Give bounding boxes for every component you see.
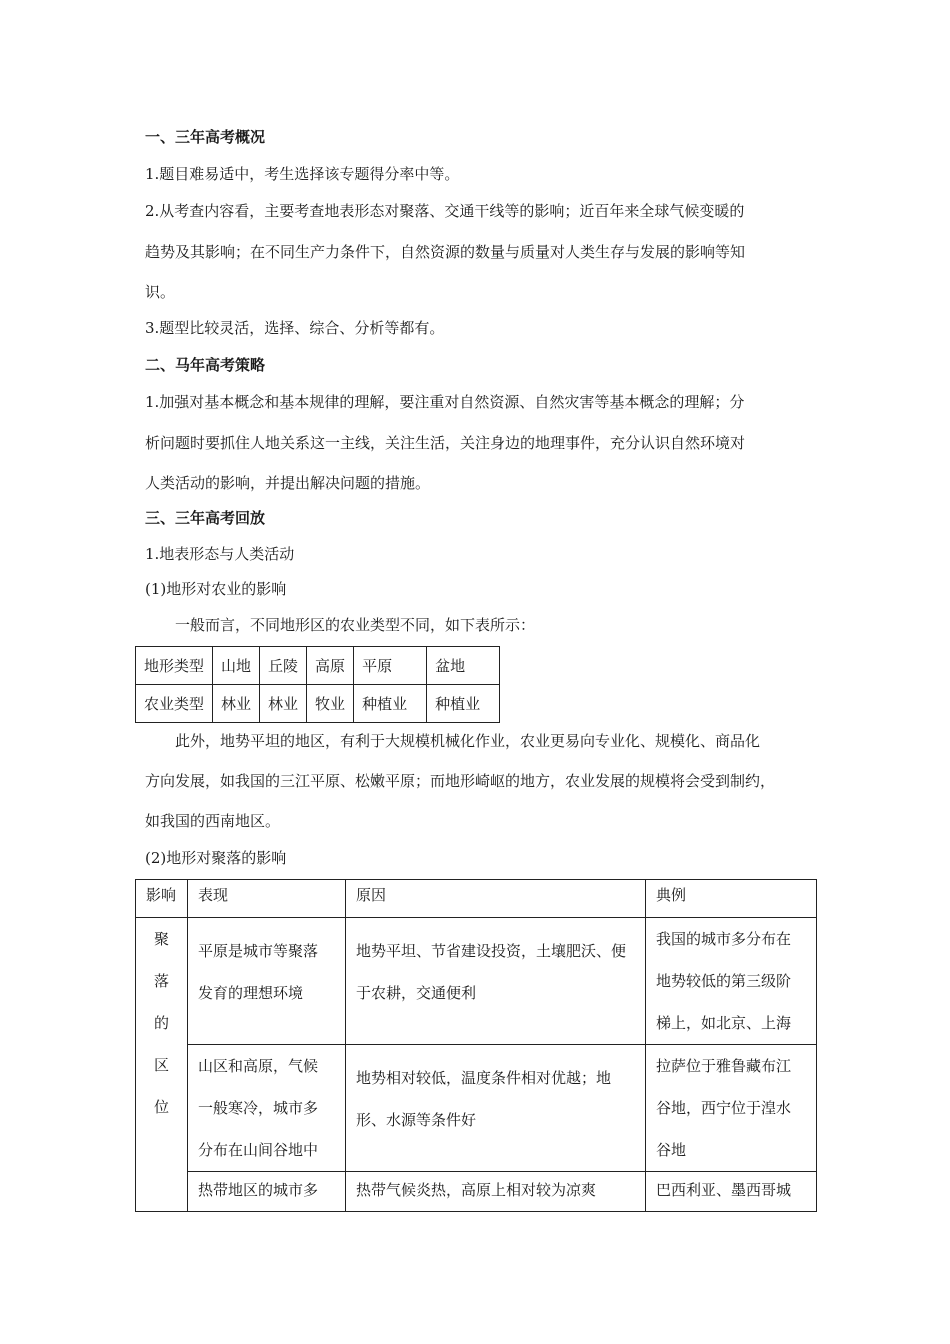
- table-row: [136, 685, 500, 723]
- cell-line: 谷地: [656, 1141, 687, 1159]
- terrain-agriculture-table: [135, 646, 500, 723]
- cell-line: 分布在山间谷地中: [198, 1141, 319, 1159]
- cell-line: 平原是城市等聚落: [198, 942, 319, 960]
- cell-line: 山区和高原，气候: [198, 1057, 319, 1075]
- cell-line: 地势平坦、节省建设投资，土壤肥沃、便: [356, 942, 627, 960]
- section-2-point-1-line-1: 1.加强对基本概念和基本规律的理解，要注重对自然资源、自然灾害等基本概念的理解；分: [145, 393, 745, 411]
- section-3-subtitle-1a: (1)地形对农业的影响: [145, 580, 287, 598]
- table-cell: 种植业: [427, 685, 500, 723]
- table-cell: [188, 1045, 346, 1172]
- category-cell: [136, 918, 188, 1212]
- category-char: 的: [153, 1014, 169, 1032]
- table-cell: 林业: [213, 685, 260, 723]
- table-cell: [188, 918, 346, 1045]
- table-cell: [346, 1172, 646, 1212]
- section-2-point-1-line-3: 人类活动的影响，并提出解决问题的措施。: [145, 474, 431, 492]
- section-1-point-2-line-3: 识。: [145, 283, 176, 301]
- table-cell: 丘陵: [260, 647, 307, 685]
- cell-line: 巴西利亚、墨西哥城: [656, 1181, 792, 1199]
- cell-line: 于农耕，交通便利: [356, 984, 477, 1002]
- column-header: 影响: [136, 880, 188, 918]
- table-cell: 农业类型: [136, 685, 213, 723]
- cell-line: 谷地，西宁位于湟水: [656, 1099, 792, 1117]
- column-header: 表现: [188, 880, 346, 918]
- table-cell: 高原: [307, 647, 354, 685]
- table-intro-text: 一般而言，不同地形区的农业类型不同，如下表所示：: [175, 616, 536, 634]
- terrain-settlement-table: [135, 879, 817, 1212]
- category-char: 区: [153, 1056, 169, 1074]
- table-row: [136, 1172, 817, 1212]
- table-cell: [646, 1045, 817, 1172]
- section-1-point-2-line-2: 趋势及其影响；在不同生产力条件下，自然资源的数量与质量对人类生存与发展的影响等知: [145, 243, 746, 261]
- cell-line: 拉萨位于雅鲁藏布江: [656, 1057, 792, 1075]
- table-row: [136, 647, 500, 685]
- table-row: [136, 1045, 817, 1172]
- column-header: 原因: [346, 880, 646, 918]
- cell-line: 形、水源等条件好: [356, 1111, 477, 1129]
- cell-line: 地势相对较低，温度条件相对优越；地: [356, 1069, 612, 1087]
- column-header: 典例: [646, 880, 817, 918]
- table-cell: 平原: [354, 647, 427, 685]
- table-cell: [188, 1172, 346, 1212]
- section-1-point-3: 3.题型比较灵活，选择、综合、分析等都有。: [145, 319, 445, 337]
- cell-line: 梯上，如北京、上海: [656, 1014, 792, 1032]
- paragraph-line: 方向发展，如我国的三江平原、松嫩平原；而地形崎岖的地方，农业发展的规模将会受到制约，: [145, 772, 776, 790]
- cell-line: 热带气候炎热，高原上相对较为凉爽: [356, 1181, 597, 1199]
- cell-line: 一般寒冷，城市多: [198, 1099, 319, 1117]
- table-cell: [346, 1045, 646, 1172]
- cell-line: 地势较低的第三级阶: [656, 972, 792, 990]
- section-1-title: 一、三年高考概况: [145, 128, 266, 146]
- cell-line: 我国的城市多分布在: [656, 930, 792, 948]
- cell-line: 热带地区的城市多: [198, 1181, 319, 1199]
- section-1-point-2-line-1: 2.从考查内容看，主要考查地表形态对聚落、交通干线等的影响；近百年来全球气候变暖的: [145, 202, 745, 220]
- table-row: [136, 918, 817, 1045]
- table-cell: 山地: [213, 647, 260, 685]
- table-header-row: [136, 880, 817, 918]
- section-3-title: 三、三年高考回放: [145, 509, 266, 527]
- table-cell: [646, 1172, 817, 1212]
- paragraph-line: 此外，地势平坦的地区，有利于大规模机械化作业，农业更易向专业化、规模化、商品化: [175, 732, 761, 750]
- section-3-subtitle-1: 1.地表形态与人类活动: [145, 545, 295, 563]
- table-cell: 牧业: [307, 685, 354, 723]
- table-cell: [346, 918, 646, 1045]
- section-2-point-1-line-2: 析问题时要抓住人地关系这一主线，关注生活，关注身边的地理事件，充分认识自然环境对: [145, 434, 746, 452]
- section-1-point-1: 1.题目难易适中，考生选择该专题得分率中等。: [145, 165, 460, 183]
- cell-line: 发育的理想环境: [198, 984, 304, 1002]
- category-char: 落: [153, 972, 169, 990]
- table-cell: 盆地: [427, 647, 500, 685]
- category-char: 聚: [153, 930, 169, 948]
- section-3-subtitle-1b: (2)地形对聚落的影响: [145, 849, 287, 867]
- category-char: 位: [153, 1098, 169, 1116]
- paragraph-line: 如我国的西南地区。: [145, 812, 281, 830]
- table-cell: 林业: [260, 685, 307, 723]
- section-2-title: 二、马年高考策略: [145, 356, 266, 374]
- table-cell: 地形类型: [136, 647, 213, 685]
- table-cell: [646, 918, 817, 1045]
- table-cell: 种植业: [354, 685, 427, 723]
